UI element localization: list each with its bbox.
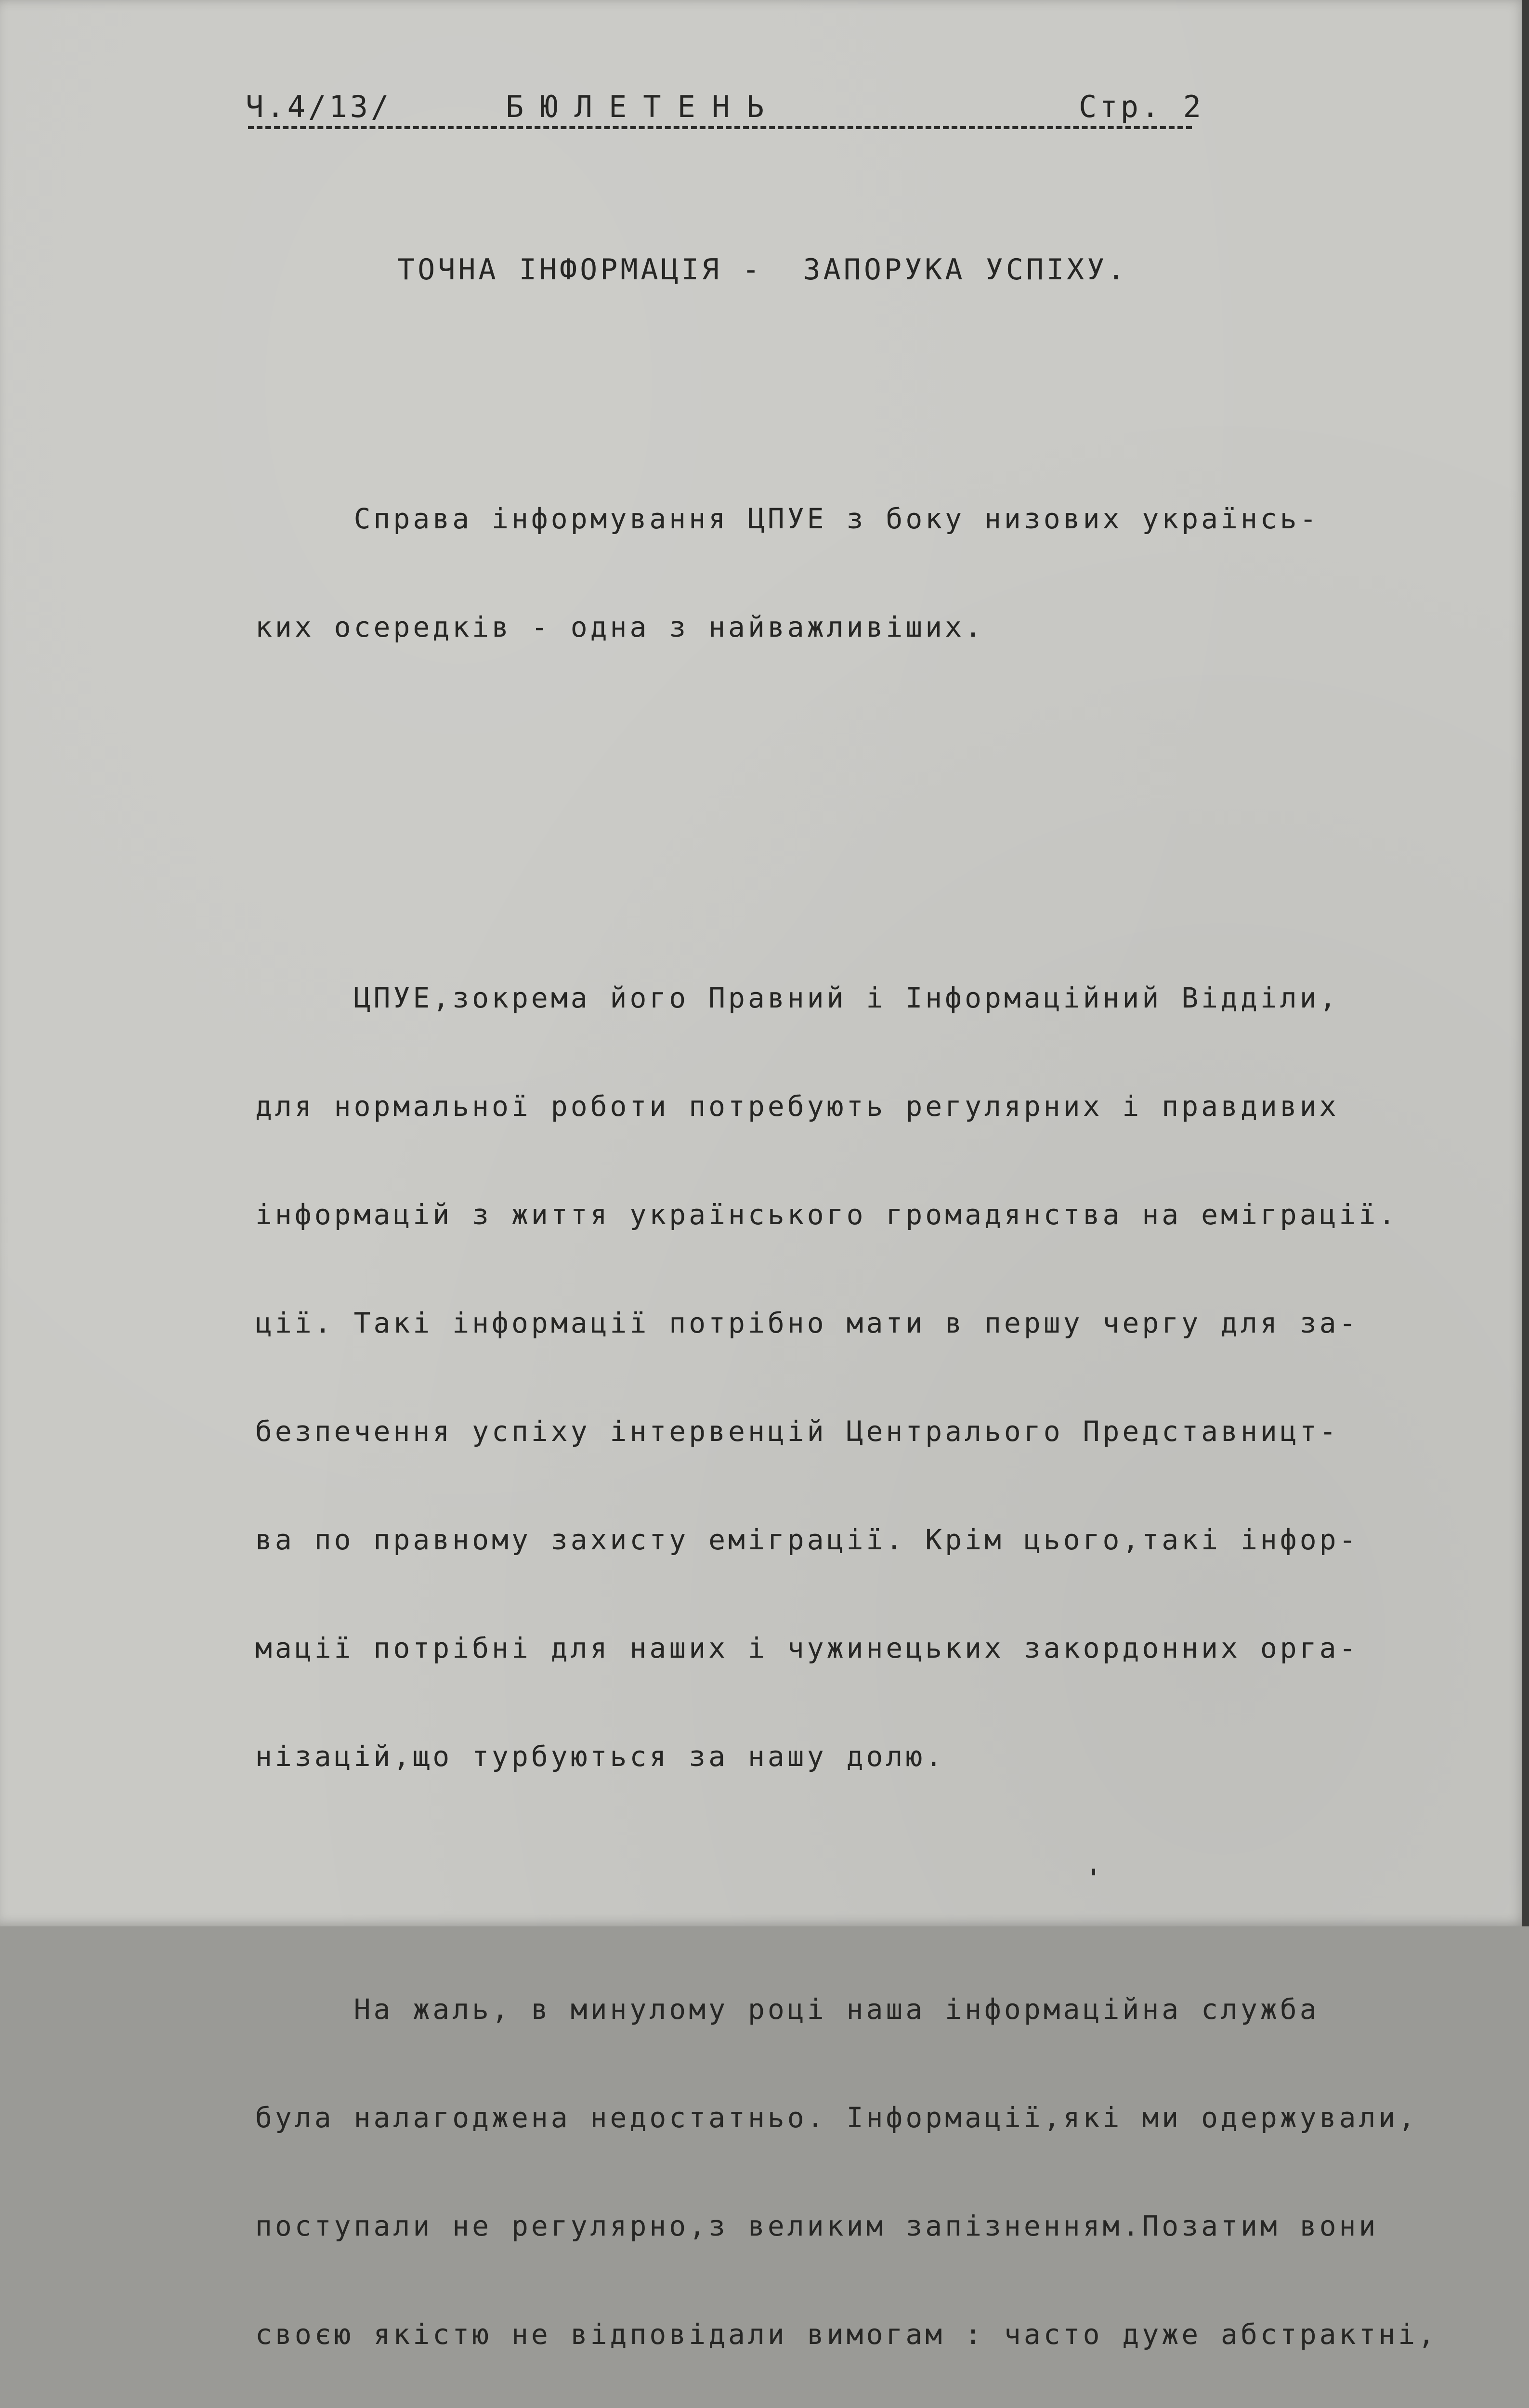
issue-number: Ч.4/13/ — [246, 89, 392, 124]
article-body — [255, 356, 1438, 2408]
text-line: На жаль, в минулому році наша інформаційна служба — [255, 1993, 1320, 2026]
page-number: Стр. 2 — [1079, 89, 1204, 124]
text-line: поступали не регулярно,з великим запізненням.Позатим вони — [255, 2210, 1379, 2242]
text-line: Справа інформування ЦПУЕ з боку низових українсь- — [255, 502, 1320, 535]
text-line: інформацій з життя українського громадянства на еміграції. — [255, 1198, 1398, 1231]
text-line: мації потрібні для наших і чужинецьких закордонних орга- — [255, 1632, 1359, 1664]
paragraph — [255, 429, 1353, 718]
header-dashed-rule — [248, 126, 1192, 129]
text-line: для нормальної роботи потребують регулярних і правдивих — [255, 1090, 1339, 1123]
text-line: нізацій,що турбуються за нашу долю. — [255, 1740, 945, 1773]
text-line: ції. Такі інформації потрібно мати в першу чергу для за- — [255, 1307, 1359, 1339]
text-line: безпечення успіху інтервенцій Централього Представницт- — [255, 1415, 1339, 1448]
text-line: своєю якістю не відповідали вимогам : часто дуже абстрактні, — [255, 2318, 1438, 2351]
text-line: ЦПУЕ,зокрема його Правний і Інформаційний Відділи, — [255, 982, 1339, 1014]
scan-edge — [1522, 0, 1529, 1926]
paragraph — [255, 1919, 1438, 2408]
ink-mark — [1092, 1869, 1095, 1875]
paragraph — [255, 908, 1398, 1847]
text-line: ких осередків - одна з найважливіших. — [255, 611, 985, 643]
text-line: була налагоджена недостатньо. Інформації,які ми одержували, — [255, 2101, 1418, 2134]
text-line: ва по правному захисту еміграції. Крім цього,такі інфор- — [255, 1523, 1359, 1556]
article-title: ТОЧНА ІНФОРМАЦІЯ - ЗАПОРУКА УСПІХУ. — [397, 253, 1128, 287]
bulletin-title: БЮЛЕТЕНЬ — [506, 89, 781, 124]
bulletin-header — [246, 89, 1204, 128]
